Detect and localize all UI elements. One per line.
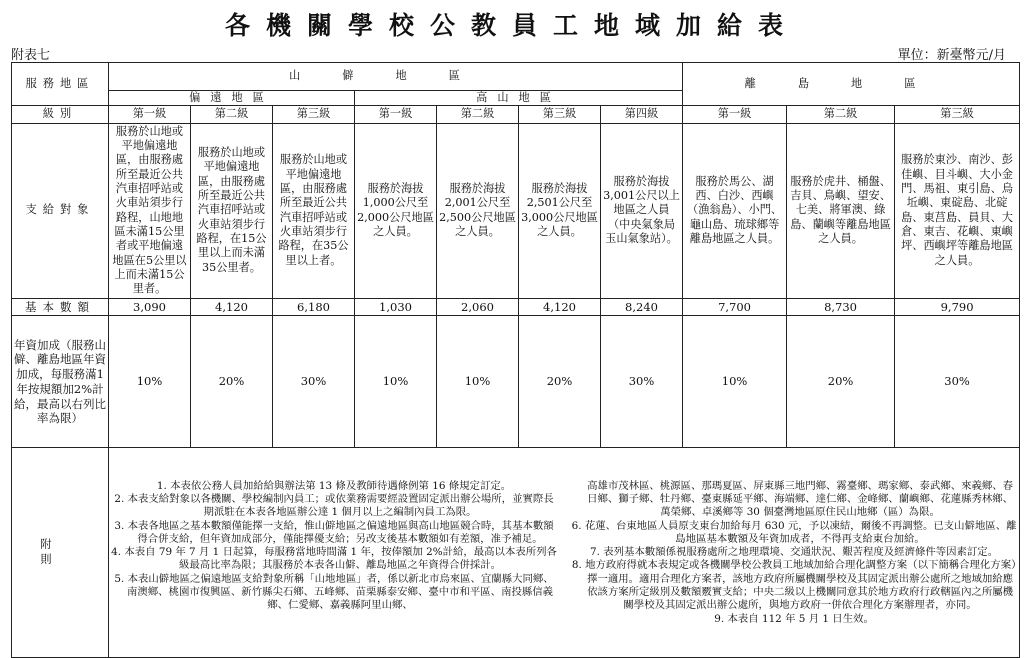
- seniority-rate-cell: 30%: [273, 316, 355, 448]
- notes-cell: [109, 448, 1020, 658]
- note-item: 9. 本表自 112 年 5 月 1 日生效。: [714, 612, 874, 625]
- note-item: 2. 本表支給對象以各機關、學校編制內員工；或依業務需要經設置固定派出辦公場所，並實際長期派駐在本表各地區辦公達 1 個月以上之編制內員工為限。: [114, 492, 554, 519]
- level-cell: 第三級: [519, 106, 601, 123]
- island-region-label: 離島地區: [744, 77, 958, 90]
- highland-area-label: 高山地區: [476, 91, 561, 104]
- target-cell: 服務於海拔2,001公尺至2,500公尺地區之人員。: [437, 123, 519, 298]
- target-cell: 服務於海拔2,501公尺至3,000公尺地區之人員。: [519, 123, 601, 298]
- seniority-rate-cell: 10%: [355, 316, 437, 448]
- note-item: 6. 花蓮、台東地區人員原支東台加給每月 630 元，予以凍結，爾後不再調整。已支山僻地區、離島地區基本數額及年資加成者，不得再支給東台加給。: [571, 519, 1017, 545]
- target-cell: 服務於山地或平地偏遠地區，由服務處所至最近公共汽車招呼站或火車站須步行路程，在15公里以上而未滿35公里者。: [191, 123, 273, 298]
- target-cell: 服務於山地或平地偏遠地區，由服務處所至最近公共汽車招呼站或火車站須步行路程，山地地區未滿15公里者或平地偏遠地區在5公里以上而未滿15公里者。: [109, 123, 191, 298]
- notes-right-column: [571, 480, 1017, 626]
- level-cell: 第一級: [109, 106, 191, 123]
- level-cell: 第二級: [437, 106, 519, 123]
- base-amount-cell: 4,120: [519, 298, 601, 316]
- level-header: 級別: [12, 106, 109, 123]
- remote-area-header: [109, 91, 355, 106]
- note-item: 4. 本表自 79 年 7 月 1 日起算，每服務當地時間滿 1 年，按俸額加 2%計給，最高以本表所列各級最高比率為限；其服務於本表各山僻、離島地區之年資得合併採計。: [111, 546, 557, 572]
- level-row: [12, 106, 1020, 123]
- level-cell: 第一級: [683, 106, 787, 123]
- base-amount-cell: 3,090: [109, 298, 191, 316]
- mountain-region-header: [109, 63, 683, 91]
- target-cell: 服務於東沙、南沙、彭佳嶼、目斗嶼、大小金門、馬祖、東引島、烏坵嶼、東碇島、北碇島、東莒島、員貝、大倉、東吉、花嶼、東嶼坪、西嶼坪等離島地區之人員。: [895, 123, 1020, 298]
- seniority-rate-cell: 20%: [787, 316, 895, 448]
- note-item: 3. 本表各地區之基本數額僅能擇一支給，惟山僻地區之偏遠地區與高山地區競合時，其基本數額得合併支給，但年資加成部分，僅能擇優支給；另改支後基本數額如有差額，准予補足。: [114, 519, 554, 545]
- target-cell: 服務於海拔3,001公尺以上地區之人員（中央氣象局玉山氣象站）。: [601, 123, 683, 298]
- seniority-row: [12, 316, 1020, 448]
- appendix-label: 附表七: [11, 48, 51, 63]
- base-amount-header: 基本數額: [12, 298, 109, 316]
- seniority-rate-cell: 10%: [683, 316, 787, 448]
- note-item: 7. 表列基本數額係視服務處所之地理環境、交通狀況、艱苦程度及經濟條件等因素訂定。: [590, 546, 999, 559]
- base-amount-cell: 4,120: [191, 298, 273, 316]
- base-amount-cell: 2,060: [437, 298, 519, 316]
- seniority-rate-cell: 30%: [895, 316, 1020, 448]
- remote-area-label: 偏遠地區: [189, 91, 274, 104]
- note-item: 8. 地方政府得就本表規定或各機關學校公教員工地域加給合理化調整方案（以下簡稱合理化方案）擇一適用。適用合理化方案者，該地方政府所屬機關學校及其固定派出辦公處所之地域加給應依該方案所定級別及數額覈實支給；中央二級以上機關同意其於地方政府行政轄區內之所屬機關學校及其固定派出辦公處所，與地方政府一併依合理化方案辦理者，亦同。: [571, 559, 1017, 612]
- mountain-region-label: 山僻地區: [289, 69, 502, 83]
- seniority-rate-cell: 20%: [519, 316, 601, 448]
- island-region-header: [683, 63, 1020, 106]
- allowance-table: [11, 62, 1020, 658]
- seniority-rate-cell: 10%: [109, 316, 191, 448]
- seniority-rate-cell: 10%: [437, 316, 519, 448]
- target-cell: 服務於馬公、湖西、白沙、西嶼（漁翁島）、小門、龜山島、琉球鄉等離島地區之人員。: [683, 123, 787, 298]
- base-amount-cell: 6,180: [273, 298, 355, 316]
- note-item: 1. 本表依公務人員加給給與辦法第 13 條及教師待遇條例第 16 條規定訂定。: [156, 479, 512, 492]
- unit-label: 單位：新臺幣元/月: [897, 48, 1006, 63]
- level-cell: 第二級: [787, 106, 895, 123]
- base-amount-cell: 7,700: [683, 298, 787, 316]
- target-row: [12, 123, 1020, 298]
- level-cell: 第三級: [273, 106, 355, 123]
- level-cell: 第四級: [601, 106, 683, 123]
- base-amount-row: [12, 298, 1020, 316]
- target-cell: 服務於山地或平地偏遠地區，由服務處所至最近公共汽車招呼站或火車站須步行路程，在35公里以上者。: [273, 123, 355, 298]
- notes-row: [12, 448, 1020, 658]
- page-title: 各機關學校公教員工地域加給表: [224, 11, 799, 40]
- highland-area-header: [355, 91, 683, 106]
- seniority-header: 年資加成（服務山僻、離島地區年資加成，每服務滿1年按規額加2%計給，最高以右列比率為限）: [12, 316, 109, 448]
- base-amount-cell: 1,030: [355, 298, 437, 316]
- note-item: 5. 本表山僻地區之偏遠地區支給對象所稱「山地地區」者，係以新北市烏來區、宜蘭縣大同鄉、南澳鄉、桃園市復興區、新竹縣尖石鄉、五峰鄉、苗栗縣泰安鄉、臺中市和平區、南投縣信義鄉、仁愛鄉、嘉義縣阿里山鄉、: [114, 572, 554, 612]
- seniority-rate-cell: 30%: [601, 316, 683, 448]
- target-header: 支給對象: [12, 123, 109, 298]
- notes-left-column: [111, 480, 557, 626]
- notes-header: 附則: [12, 448, 109, 658]
- base-amount-cell: 8,730: [787, 298, 895, 316]
- note-item: 高雄市茂林區、桃源區、那瑪夏區、屏東縣三地門鄉、霧臺鄉、瑪家鄉、泰武鄉、來義鄉、春日鄉、獅子鄉、牡丹鄉、臺東縣延平鄉、海端鄉、達仁鄉、金峰鄉、蘭嶼鄉、花蓮縣秀林鄉、萬榮鄉、卓溪鄉等 30 個臺灣地區原住民山地鄉（區）為限。: [587, 479, 1014, 519]
- seniority-rate-cell: 20%: [191, 316, 273, 448]
- service-area-header: 服務地區: [12, 63, 109, 106]
- level-cell: 第二級: [191, 106, 273, 123]
- target-cell: 服務於虎井、桶盤、吉貝、鳥嶼、望安、七美、將軍澳、綠島、蘭嶼等離島地區之人員。: [787, 123, 895, 298]
- level-cell: 第一級: [355, 106, 437, 123]
- base-amount-cell: 9,790: [895, 298, 1020, 316]
- target-cell: 服務於海拔1,000公尺至2,000公尺地區之人員。: [355, 123, 437, 298]
- level-cell: 第三級: [895, 106, 1020, 123]
- base-amount-cell: 8,240: [601, 298, 683, 316]
